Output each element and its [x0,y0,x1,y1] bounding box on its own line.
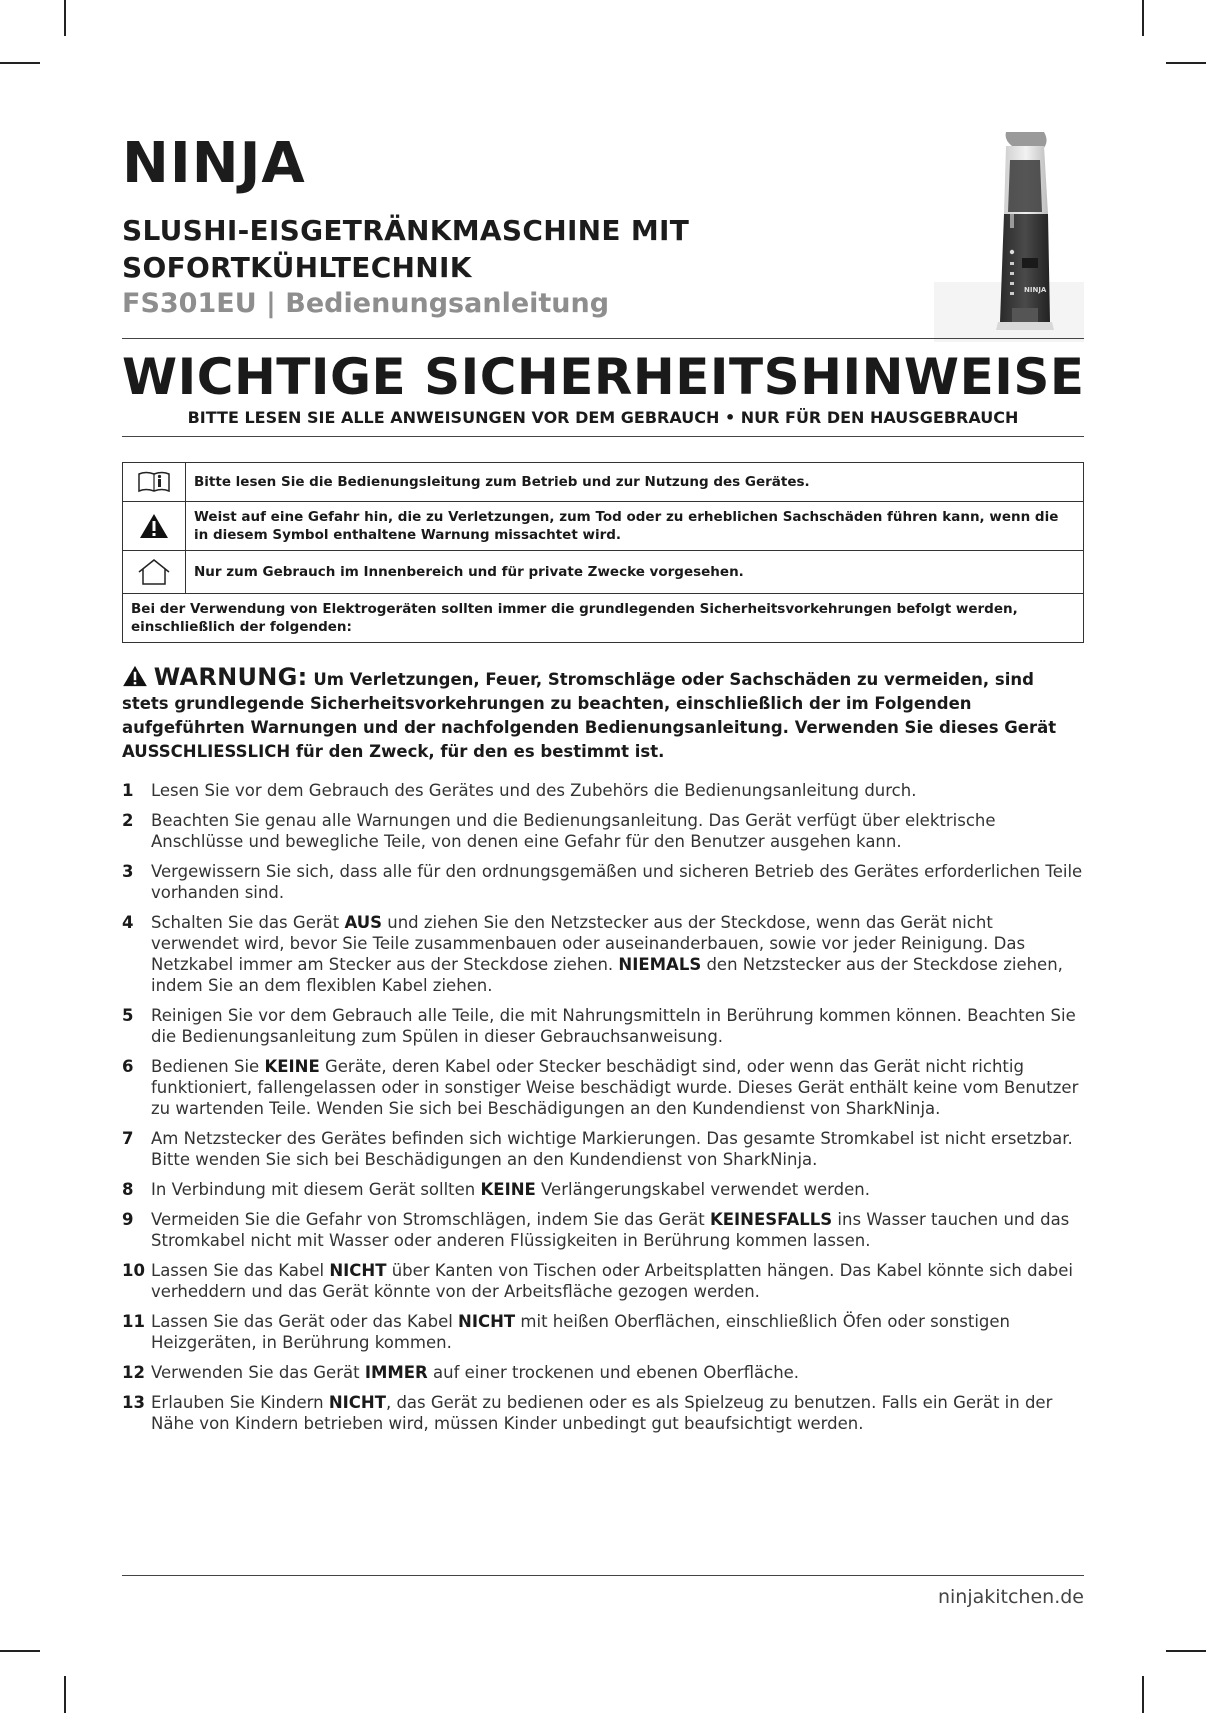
product-label: NINJA [1024,286,1047,294]
instruction-number: 7 [122,1129,134,1148]
ninja-logo [122,120,322,210]
instruction-emphasis: KEINE [264,1057,320,1076]
warning-paragraph [122,665,1084,764]
manual-info-icon [123,463,186,501]
logo-wordmark: NINJA [122,131,306,196]
instruction-number: 13 [122,1393,145,1412]
instruction-text: mit heißen Oberflächen, einschließlich Öfen oder sonstigen Heizgeräten, in Berührung kommen. [151,1312,1011,1352]
instruction-text: , das Gerät zu bedienen oder es als Spielzeug zu benutzen. Falls ein Gerät in der Nähe von Kindern betrieben wird, müssen Kinder unbedingt gut beaufsichtigt werden. [151,1393,1053,1433]
title-line-2: SOFORTKÜHLTECHNIK [122,251,472,284]
crop-mark [64,0,66,36]
instruction-text: den Netzstecker aus der Steckdose ziehen, indem Sie an dem flexiblen Kabel ziehen. [151,955,1063,995]
instruction-item [122,861,1084,903]
symbol-description: Weist auf eine Gefahr hin, die zu Verletzungen, zum Tod oder zu erheblichen Sachschäden führen kann, wenn die in diesem Symbol enthaltene Warnung missachtet wird. [194,509,1059,543]
instruction-item [122,1260,1084,1302]
instruction-item [122,1362,1084,1383]
instruction-emphasis: KEINE [480,1180,536,1199]
instruction-text: Schalten Sie das Gerät [151,913,345,932]
crop-mark [64,1676,66,1713]
instruction-number: 4 [122,913,134,932]
instruction-text: Lassen Sie das Gerät oder das Kabel [151,1312,459,1331]
instruction-emphasis: NICHT [328,1393,386,1412]
warning-triangle-icon [123,502,186,550]
instruction-emphasis: NICHT [329,1261,387,1280]
instruction-emphasis: IMMER [364,1363,428,1382]
instruction-item [122,1056,1084,1119]
instruction-text: In Verbindung mit diesem Gerät sollten [151,1180,481,1199]
instruction-text: Lassen Sie das Kabel [151,1261,330,1280]
instruction-item [122,1005,1084,1047]
symbol-row [123,551,1083,594]
house-icon [123,551,186,593]
instruction-item [122,810,1084,852]
instruction-text: Beachten Sie genau alle Warnungen und die Bedienungsanleitung. Das Gerät verfügt über elektrische Anschlüsse und bewegliche Teile, von denen eine Gefahr für den Benutzer ausgehen kann. [151,811,996,851]
crop-mark [1166,1650,1206,1652]
document-title [122,212,802,286]
instruction-number: 2 [122,811,134,830]
crop-mark [1142,1676,1144,1713]
instruction-number: 11 [122,1312,145,1331]
symbol-legend-table [122,462,1084,643]
warning-label: WARNUNG: [153,663,308,691]
symbol-row [123,463,1083,502]
subheading-rule [122,436,1084,437]
instruction-text: Reinigen Sie vor dem Gebrauch alle Teile, die mit Nahrungsmitteln in Berührung kommen können. Beachten Sie die Bedienungsanleitung zum Spülen in dieser Gebrauchsanweisung. [151,1006,1076,1046]
instruction-text: Lesen Sie vor dem Gebrauch des Gerätes und des Zubehörs die Bedienungsanleitung durch. [151,781,917,800]
safety-subheading: BITTE LESEN SIE ALLE ANWEISUNGEN VOR DEM GEBRAUCH • NUR FÜR DEN HAUSGEBRAUCH [187,408,1019,427]
instruction-item [122,912,1084,996]
symbol-description: Bitte lesen Sie die Bedienungsleitung zum Betrieb und zur Nutzung des Gerätes. [194,474,810,490]
instruction-number: 6 [122,1057,134,1076]
instruction-text: und ziehen Sie den Netzstecker aus der Steckdose, wenn das Gerät nicht verwendet wird, bevor Sie Teile zusammenbauen oder auseinanderbauen, sowie vor jeder Reinigung. Das Netzkabel immer am Stecker aus der Steckdose ziehen. [151,913,1026,974]
symbol-row [123,502,1083,551]
instruction-number: 9 [122,1210,134,1229]
safety-heading: WICHTIGE SICHERHEITSHINWEISE [122,348,1085,406]
instruction-list [122,780,1084,1443]
instruction-number: 12 [122,1363,145,1382]
instruction-text: ins Wasser tauchen und das Stromkabel nicht mit Wasser oder anderen Flüssigkeiten in Berührung kommen lassen. [151,1210,1070,1250]
product-image [934,132,1084,342]
instruction-text: Verwenden Sie das Gerät [151,1363,365,1382]
website-url: ninjakitchen.de [937,1586,1084,1608]
crop-mark [0,62,40,64]
instruction-item [122,1209,1084,1251]
instruction-number: 3 [122,862,134,881]
warning-triangle-icon [122,665,148,687]
instruction-item [122,780,1084,801]
symbol-description: Nur zum Gebrauch im Innenbereich und für private Zwecke vorgesehen. [194,564,744,580]
instruction-text: auf einer trockenen und ebenen Oberfläche. [427,1363,800,1382]
crop-mark [1142,0,1144,36]
instruction-number: 5 [122,1006,134,1025]
footer-rule [122,1575,1084,1576]
warning-text: Um Verletzungen, Feuer, Stromschläge oder Sachschäden zu vermeiden, sind stets grundlegende Sicherheitsvorkehrungen zu beachten, einschließlich der im Folgenden aufgeführten Warnungen und der nachfolgenden Bedienungsanleitung. Verwenden Sie dieses Gerät AUSSCHLIESSLICH für den Zweck, für den es bestimmt ist. [122,670,1057,761]
instruction-text: Vergewissern Sie sich, dass alle für den ordnungsgemäßen und sicheren Betrieb des Gerätes erforderlichen Teile vorhanden sind. [151,862,1083,902]
crop-mark [1166,62,1206,64]
instruction-text: Erlauben Sie Kindern [151,1393,329,1412]
instruction-item [122,1179,1084,1200]
instruction-text: Bedienen Sie [151,1057,265,1076]
instruction-item [122,1128,1084,1170]
instruction-number: 10 [122,1261,145,1280]
instruction-text: Vermeiden Sie die Gefahr von Stromschlägen, indem Sie das Gerät [151,1210,710,1229]
instruction-number: 8 [122,1180,134,1199]
instruction-emphasis: NICHT [458,1312,516,1331]
instruction-text: Verlängerungskabel verwendet werden. [535,1180,870,1199]
instruction-emphasis: AUS [344,913,382,932]
instruction-emphasis: KEINESFALLS [709,1210,833,1229]
instruction-item [122,1392,1084,1434]
instruction-text: Geräte, deren Kabel oder Stecker beschädigt sind, oder wenn das Gerät nicht richtig funktioniert, fallengelassen oder in sonstiger Weise beschädigt wurde. Dieses Gerät enthält keine vom Benutzer zu wartenden Teile. Wenden Sie sich bei Beschädigungen an den Kundendienst von SharkNinja. [151,1057,1079,1118]
symbol-table-footer: Bei der Verwendung von Elektrogeräten sollten immer die grundlegenden Sicherheitsvorkehrungen befolgt werden, einschließlich der folgenden: [131,601,1018,635]
instruction-text: Am Netzstecker des Gerätes befinden sich wichtige Markierungen. Das gesamte Stromkabel ist nicht ersetzbar. Bitte wenden Sie sich bei Beschädigungen an den Kundendienst von SharkNinja. [151,1129,1073,1169]
instruction-number: 1 [122,781,134,800]
instruction-text: über Kanten von Tischen oder Arbeitsplatten hängen. Das Kabel könnte sich dabei verheddern und das Gerät könnte von der Arbeitsfläche gezogen werden. [151,1261,1073,1301]
model-subtitle: FS301EU | Bedienungsanleitung [122,288,610,319]
instruction-item [122,1311,1084,1353]
title-line-1: SLUSHI-EISGETRÄNKMASCHINE MIT [122,214,690,247]
crop-mark [0,1650,40,1652]
header-rule [122,338,1084,339]
instruction-emphasis: NIEMALS [618,955,702,974]
